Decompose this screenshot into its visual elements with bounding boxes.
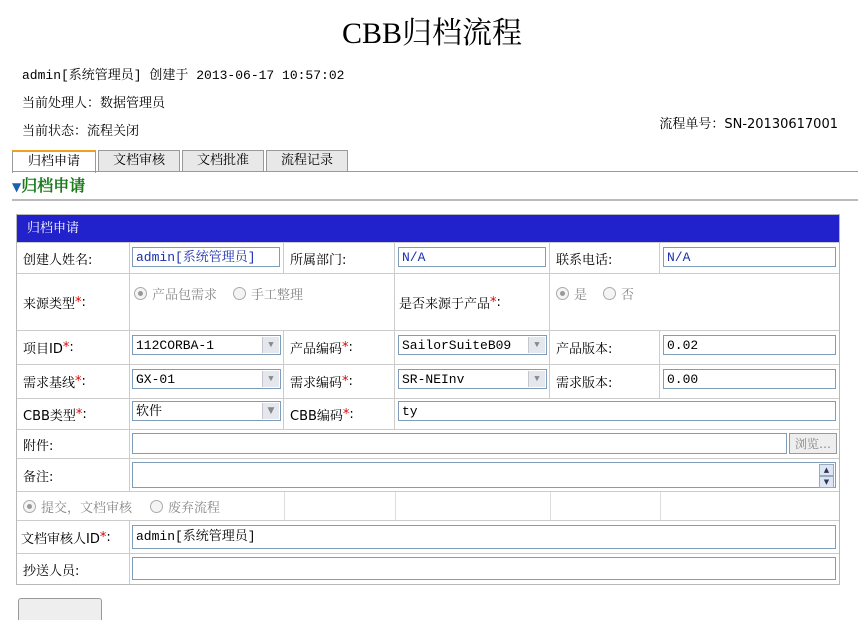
section-title: 归档申请 — [21, 176, 86, 195]
req-baseline-select[interactable]: GX-01 ▼ — [132, 369, 281, 389]
tab-divider — [12, 171, 858, 172]
phone-label: 联系电话: — [550, 243, 660, 273]
row-remark — [17, 458, 839, 491]
row-project: 项目ID * : 112CORBA-1 ▼ 产品编码 * : SailorSuiteB09 ▼ 产品版本: 0.02 — [17, 330, 839, 364]
attachment-label: 附件: — [17, 430, 130, 458]
tab-doc-approve[interactable]: 文档批准 — [182, 150, 264, 171]
source-type-label: 来源类型 * : — [17, 274, 130, 330]
section-divider — [12, 199, 858, 201]
current-handler: 当前处理人：数据管理员 — [22, 96, 166, 111]
tab-flow-record[interactable]: 流程记录 — [266, 150, 348, 171]
radio-manual[interactable] — [233, 287, 246, 300]
radio-submit-review[interactable] — [23, 500, 36, 513]
row-requirement: 需求基线 * : GX-01 ▼ 需求编码 * : SR-NEInv ▼ 需求版本: 0.00 — [17, 364, 839, 398]
remark-textarea[interactable] — [132, 462, 836, 488]
chevron-down-icon: ▼ — [262, 371, 279, 387]
cc-field[interactable] — [132, 557, 836, 580]
chevron-down-icon: ▼ — [262, 403, 279, 419]
created-info: admin[系统管理员] 创建于 2013-06-17 10:57:02 — [22, 68, 345, 83]
page-title: CBB归档流程 — [341, 17, 523, 50]
department-field[interactable]: N/A — [398, 247, 546, 267]
triangle-down-icon: ▼ — [12, 180, 22, 194]
product-code-select[interactable]: SailorSuiteB09 ▼ — [398, 335, 547, 355]
from-product-label: 是否来源于产品 * : — [395, 274, 550, 330]
cbb-type-select[interactable]: 软件 ▼ — [132, 401, 281, 421]
cbb-code-field[interactable]: ty — [398, 401, 836, 421]
browse-button[interactable]: 浏览… — [789, 433, 837, 454]
archive-form — [16, 214, 840, 585]
row-cbb: CBB类型 * : 软件 ▼ CBB编码 * : ty — [17, 398, 839, 429]
cc-label: 抄送人员: — [17, 554, 130, 584]
req-code-select[interactable]: SR-NEInv ▼ — [398, 369, 547, 389]
phone-field[interactable]: N/A — [663, 247, 836, 267]
product-version-label: 产品版本: — [550, 331, 660, 364]
chevron-down-icon: ▼ — [528, 337, 545, 353]
scroll-up-icon[interactable]: ▲ — [819, 464, 834, 476]
creator-name-field[interactable]: admin[系统管理员] — [132, 247, 280, 267]
req-version-label: 需求版本: — [550, 365, 660, 398]
tab-archive-request[interactable]: 归档申请 — [12, 150, 96, 173]
department-label: 所属部门: — [284, 243, 395, 273]
attachment-field[interactable] — [132, 433, 787, 454]
project-id-select[interactable]: 112CORBA-1 ▼ — [132, 335, 281, 355]
tab-doc-review[interactable]: 文档审核 — [98, 150, 180, 171]
radio-yes[interactable] — [556, 287, 569, 300]
chevron-down-icon: ▼ — [528, 371, 545, 387]
section-header[interactable] — [12, 173, 85, 196]
row-source: 来源类型 * : 产品包需求 手工整理 是否来源于产品 * : 是 否 — [17, 273, 839, 330]
radio-no[interactable] — [603, 287, 616, 300]
submit-button[interactable] — [18, 598, 102, 620]
reviewer-id-field[interactable]: admin[系统管理员] — [132, 525, 836, 549]
remark-label: 备注: — [17, 459, 130, 491]
row-actions: 提交，文档审核 废弃流程 — [17, 491, 839, 520]
row-reviewer: 文档审核人ID * : admin[系统管理员] — [17, 520, 839, 553]
creator-name-label: 创建人姓名: — [17, 243, 130, 273]
current-status: 当前状态：流程关闭 — [22, 124, 140, 139]
row-cc — [17, 553, 839, 584]
radio-discard[interactable] — [150, 500, 163, 513]
scroll-down-icon[interactable]: ▼ — [819, 476, 834, 488]
radio-product-demand[interactable] — [134, 287, 147, 300]
chevron-down-icon: ▼ — [262, 337, 279, 353]
product-version-field[interactable]: 0.02 — [663, 335, 836, 355]
flow-number: 流程单号：SN-20130617001 — [659, 117, 838, 132]
form-header: 归档申请 — [17, 215, 839, 242]
row-attachment — [17, 429, 839, 458]
req-version-field[interactable]: 0.00 — [663, 369, 836, 389]
